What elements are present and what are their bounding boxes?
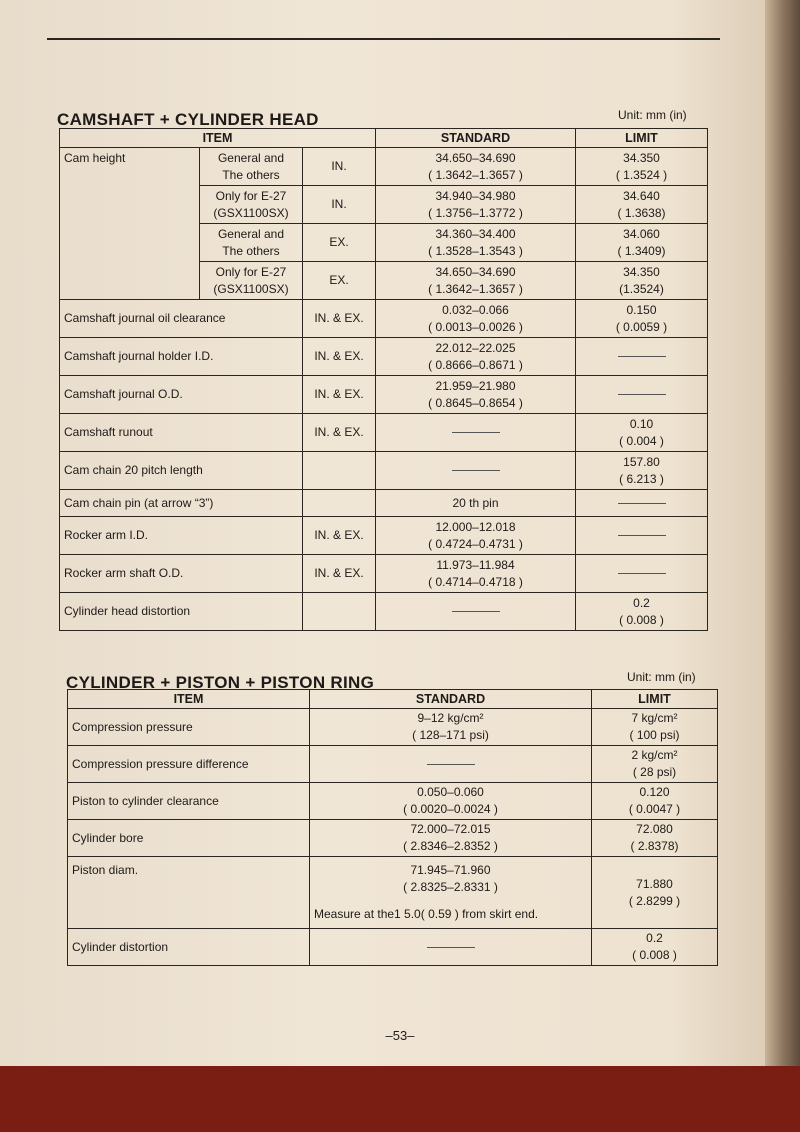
limit-value [576, 262, 708, 300]
variant-line-2: The others [222, 167, 280, 182]
standard-mm: 72.000–72.015 [410, 822, 491, 836]
limit-in: ( 0.008 ) [632, 948, 677, 962]
standard-mm: 0.050–0.060 [417, 785, 484, 799]
valve-type: IN. [303, 148, 376, 186]
item-name-text: Cam chain 20 pitch length [64, 463, 203, 477]
empty-dash [452, 470, 500, 471]
limit-mm: 0.150 [626, 302, 657, 317]
item-name [60, 490, 303, 517]
standard-mm: 34.650–34.690 [435, 264, 516, 279]
standard-in: ( 2.8325–2.8331 ) [403, 880, 498, 894]
camshaft-spec-table [59, 128, 708, 631]
item-name-text: Cam chain pin (at arrow “3”) [64, 495, 214, 510]
standard-mm: 34.940–34.980 [435, 188, 516, 203]
standard-in: ( 1.3756–1.3772 ) [428, 205, 523, 220]
standard-in: ( 0.4724–0.4731 ) [428, 536, 523, 551]
standard-value [376, 555, 576, 593]
limit-header: LIMIT [592, 690, 718, 709]
limit-mm: 34.060 [623, 226, 660, 241]
cam-height-variant [200, 148, 303, 186]
item-header: ITEM [68, 690, 310, 709]
table-row [60, 300, 708, 338]
variant-line-1: Only for E-27 [215, 188, 287, 203]
standard-mm: 34.650–34.690 [435, 150, 516, 165]
standard-in: ( 0.0013–0.0026 ) [428, 319, 523, 334]
table-row [68, 709, 718, 746]
cylinder-spec-table [67, 689, 718, 966]
limit-in: ( 28 psi) [632, 765, 677, 779]
valve-type: IN. & EX. [303, 338, 376, 376]
standard-value [310, 746, 592, 783]
table-row [60, 555, 708, 593]
standard-value [376, 376, 576, 414]
limit-in: ( 6.213 ) [619, 471, 664, 486]
limit-in: ( 0.008 ) [619, 612, 664, 627]
limit-mm: 72.080 [636, 822, 673, 836]
empty-dash [618, 356, 666, 357]
standard-value [310, 783, 592, 820]
valve-type: IN. & EX. [303, 414, 376, 452]
item-name-text: Compression pressure [72, 719, 193, 734]
standard-value [376, 262, 576, 300]
item-name [60, 414, 303, 452]
empty-dash [618, 503, 666, 504]
camshaft-unit-label: Unit: mm (in) [618, 108, 687, 122]
limit-value [592, 783, 718, 820]
item-name [68, 709, 310, 746]
cylinder-section-title: CYLINDER + PISTON + PISTON RING [66, 673, 375, 692]
limit-header: LIMIT [576, 129, 708, 148]
standard-mm: 20 th pin [452, 495, 499, 510]
standard-mm: 34.360–34.400 [435, 226, 516, 241]
limit-value [592, 820, 718, 857]
standard-in: ( 1.3642–1.3657 ) [428, 281, 523, 296]
table-row [68, 820, 718, 857]
limit-value [576, 224, 708, 262]
limit-mm: 34.640 [623, 188, 660, 203]
valve-type: IN. [303, 186, 376, 224]
limit-mm: 2 kg/cm² [631, 748, 678, 762]
variant-line-1: Only for E-27 [215, 264, 287, 279]
limit-mm: 0.2 [646, 931, 663, 945]
item-name-text: Piston diam. [72, 863, 139, 877]
item-name [60, 593, 303, 631]
limit-value [576, 555, 708, 593]
standard-mm: 12.000–12.018 [435, 519, 516, 534]
standard-value [376, 224, 576, 262]
book-gutter [765, 0, 800, 1066]
variant-line-2: (GSX1100SX) [213, 205, 289, 220]
item-name-text: Camshaft journal O.D. [64, 387, 183, 401]
standard-in: ( 1.3528–1.3543 ) [428, 243, 523, 258]
standard-in: ( 2.8346–2.8352 ) [403, 839, 498, 853]
limit-value [576, 593, 708, 631]
limit-in: ( 0.0047 ) [628, 802, 681, 816]
top-rule [47, 38, 720, 40]
standard-value [376, 148, 576, 186]
empty-dash [618, 573, 666, 574]
table-header-row [60, 129, 708, 148]
limit-mm: 0.120 [639, 785, 670, 799]
standard-value [310, 929, 592, 966]
variant-line-1: General and [217, 150, 285, 165]
item-name [60, 517, 303, 555]
table-row [68, 746, 718, 783]
standard-in: ( 0.0020–0.0024 ) [403, 802, 498, 816]
table-row [60, 414, 708, 452]
item-name [68, 783, 310, 820]
limit-in: ( 2.8378) [630, 839, 679, 853]
empty-dash [618, 535, 666, 536]
standard-mm: 21.959–21.980 [435, 378, 516, 393]
standard-mm: 71.945–71.960 [410, 863, 491, 877]
item-name [68, 857, 310, 929]
item-name-text: Cylinder bore [72, 830, 144, 845]
limit-mm: 71.880 [636, 876, 673, 891]
page-number: –53– [385, 1028, 415, 1043]
item-name [60, 555, 303, 593]
limit-in: ( 1.3524 ) [615, 167, 668, 182]
standard-mm: 11.973–11.984 [436, 557, 515, 572]
standard-in: ( 0.8645–0.8654 ) [428, 395, 523, 410]
table-row [60, 593, 708, 631]
variant-line-1: General and [217, 226, 285, 241]
limit-mm: 34.350 [623, 150, 660, 165]
standard-value [376, 490, 576, 517]
item-header: ITEM [60, 129, 376, 148]
standard-value [376, 517, 576, 555]
limit-value [592, 746, 718, 783]
standard-in: ( 0.4714–0.4718 ) [428, 574, 523, 589]
valve-type: EX. [303, 262, 376, 300]
standard-in: ( 0.8666–0.8671 ) [428, 357, 523, 372]
item-name-text: Rocker arm I.D. [64, 528, 149, 542]
standard-value [376, 300, 576, 338]
table-row [60, 376, 708, 414]
empty-dash [427, 947, 475, 948]
limit-value [576, 148, 708, 186]
item-name-text: Piston to cylinder clearance [72, 793, 219, 808]
standard-value [376, 186, 576, 224]
limit-value [576, 186, 708, 224]
standard-value [376, 414, 576, 452]
item-name-text: Compression pressure difference [72, 756, 249, 771]
item-name [68, 929, 310, 966]
standard-in: ( 1.3642–1.3657 ) [428, 167, 523, 182]
valve-type [303, 593, 376, 631]
valve-type [303, 490, 376, 517]
table-row [60, 452, 708, 490]
limit-in: ( 1.3409) [617, 243, 666, 258]
standard-value [376, 593, 576, 631]
limit-value [576, 300, 708, 338]
item-name [68, 820, 310, 857]
table-header-row [68, 690, 718, 709]
limit-in: (1.3524) [619, 281, 664, 296]
standard-value [376, 452, 576, 490]
limit-in: ( 1.3638) [617, 205, 666, 220]
table-row [60, 517, 708, 555]
cam-height-row [60, 148, 708, 186]
item-name [60, 376, 303, 414]
limit-mm: 157.80 [623, 454, 660, 469]
item-name [60, 452, 303, 490]
standard-value [310, 857, 592, 929]
valve-type: IN. & EX. [303, 517, 376, 555]
standard-header: STANDARD [376, 129, 576, 148]
valve-type: IN. & EX. [303, 555, 376, 593]
table-row [60, 338, 708, 376]
variant-line-2: (GSX1100SX) [213, 281, 289, 296]
valve-type: IN. & EX. [303, 300, 376, 338]
valve-type [303, 452, 376, 490]
limit-value [576, 338, 708, 376]
valve-type: EX. [303, 224, 376, 262]
cam-height-variant [200, 186, 303, 224]
limit-in: ( 100 psi) [629, 728, 680, 742]
limit-in: ( 2.8299 ) [628, 893, 681, 908]
table-row [68, 857, 718, 929]
item-name [60, 338, 303, 376]
cam-height-variant [200, 262, 303, 300]
measure-note: Measure at the1 5.0( 0.59 ) from skirt end. [314, 907, 539, 921]
limit-value [592, 709, 718, 746]
valve-type: IN. & EX. [303, 376, 376, 414]
camshaft-section-title: CAMSHAFT + CYLINDER HEAD [57, 110, 319, 129]
standard-in: ( 128–171 psi) [412, 728, 489, 742]
item-name-text: Rocker arm shaft O.D. [64, 566, 184, 580]
standard-value [376, 338, 576, 376]
empty-dash [427, 764, 475, 765]
standard-mm: 9–12 kg/cm² [417, 711, 484, 725]
empty-dash [452, 611, 500, 612]
item-name-text: Camshaft journal oil clearance [64, 311, 226, 325]
table-row [60, 490, 708, 517]
variant-line-2: The others [222, 243, 280, 258]
limit-mm: 34.350 [623, 264, 660, 279]
standard-header: STANDARD [310, 690, 592, 709]
limit-value [592, 857, 718, 929]
item-name-text: Cylinder head distortion [64, 604, 191, 618]
empty-dash [452, 432, 500, 433]
standard-mm: 22.012–22.025 [435, 340, 516, 355]
limit-in: ( 0.0059 ) [615, 319, 668, 334]
limit-mm: 7 kg/cm² [631, 711, 678, 725]
item-name [68, 746, 310, 783]
cam-height-label-text: Cam height [64, 151, 126, 165]
standard-value [310, 709, 592, 746]
item-name-text: Cylinder distortion [72, 939, 169, 954]
table-row [68, 783, 718, 820]
item-name-text: Camshaft runout [64, 425, 153, 439]
standard-mm: 0.032–0.066 [442, 302, 509, 317]
limit-value [576, 376, 708, 414]
limit-mm: 0.2 [633, 595, 650, 610]
cam-height-variant [200, 224, 303, 262]
limit-in: ( 0.004 ) [619, 433, 664, 448]
limit-value [592, 929, 718, 966]
table-row [68, 929, 718, 966]
item-name-text: Camshaft journal holder I.D. [64, 349, 214, 363]
limit-value [576, 414, 708, 452]
standard-value [310, 820, 592, 857]
empty-dash [618, 394, 666, 395]
item-name [60, 300, 303, 338]
cam-height-label [60, 148, 200, 300]
limit-value [576, 517, 708, 555]
limit-value [576, 490, 708, 517]
limit-value [576, 452, 708, 490]
limit-mm: 0.10 [629, 416, 654, 431]
cylinder-unit-label: Unit: mm (in) [627, 670, 696, 684]
